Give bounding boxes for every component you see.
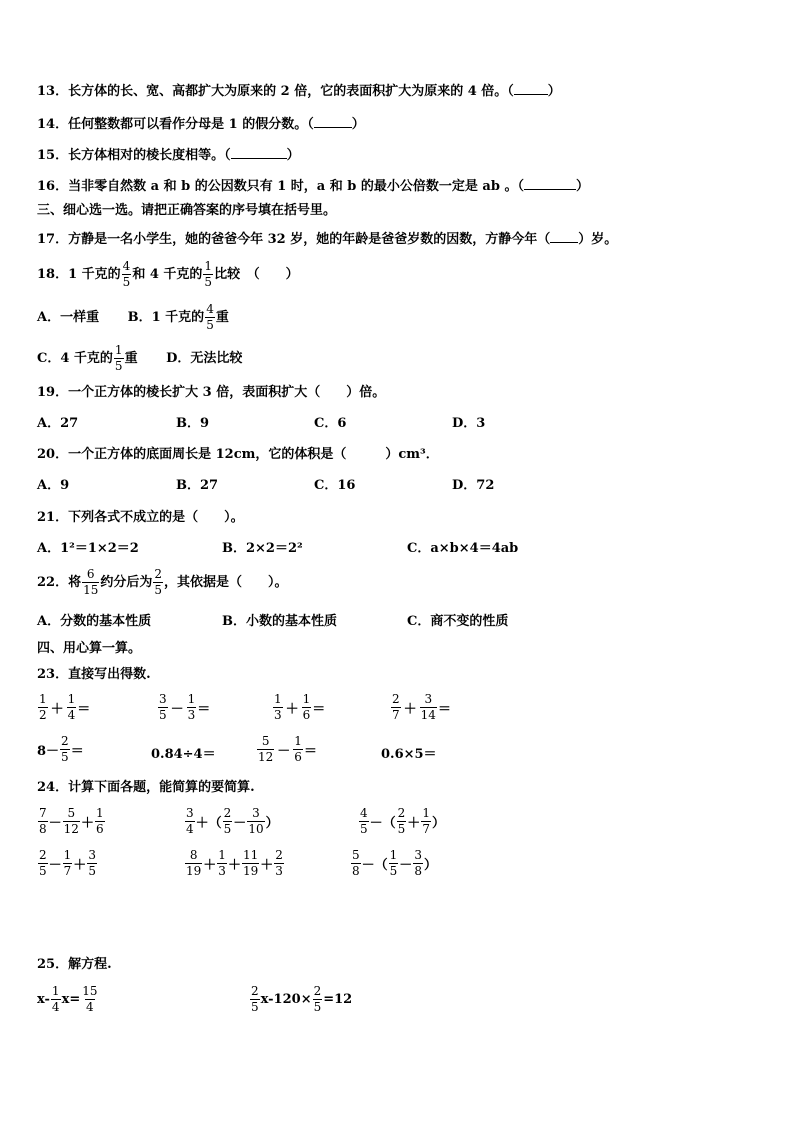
q14-close: ） <box>351 117 365 132</box>
question-15 <box>37 146 300 164</box>
q22-option-b[interactable]: B．小数的基本性质 <box>222 614 337 629</box>
q18-text-1: 18．1 千克的 <box>37 267 121 282</box>
q18-option-d[interactable]: D．无法比较 <box>166 351 243 366</box>
question-16 <box>37 177 589 195</box>
answer-blank[interactable] <box>231 146 287 159</box>
q24-expr-3: $\frac{4}{5}$ －（ $\frac{2}{5}$ ＋ $\frac{1}{7}$ ） <box>360 806 445 836</box>
q20-option-d[interactable]: D．72 <box>452 478 495 493</box>
answer-blank[interactable] <box>514 82 548 95</box>
q24-expr-4: $\frac{2}{5}$ － $\frac{1}{7}$ ＋ $\frac{3}{5}$ <box>39 848 96 878</box>
fraction: $\frac{4}{5}$ <box>122 259 131 289</box>
question-21: 21．下列各式不成立的是（ ）。 <box>37 510 244 525</box>
question-19: 19．一个正方体的棱长扩大 3 倍，表面积扩大（ ）倍。 <box>37 385 386 400</box>
section-3-heading: 三、细心选一选。请把正确答案的序号填在括号里。 <box>37 203 337 218</box>
question-24: 24．计算下面各题，能简算的要简算. <box>37 780 255 795</box>
q22-text-2: 约分后为 <box>100 575 153 590</box>
question-13 <box>37 82 561 100</box>
q24-expr-2: $\frac{3}{4}$ ＋（ $\frac{2}{5}$ － $\frac{3}{10}$ ） <box>186 806 279 836</box>
q23-expr-5: 8－ $\frac{2}{5}$ ＝ <box>37 734 84 764</box>
fraction: $\frac{1}{5}$ <box>114 343 123 373</box>
q18-option-a[interactable]: A．一样重 <box>37 310 100 325</box>
fraction: $\frac{2}{5}$ <box>154 567 163 597</box>
answer-blank[interactable] <box>524 177 576 190</box>
q23-expr-6: 0.84÷4＝ <box>151 747 216 762</box>
q20-option-c[interactable]: C．16 <box>314 478 356 493</box>
q20-option-b[interactable]: B．27 <box>176 478 219 493</box>
q23-expr-8: 0.6×5＝ <box>381 747 437 762</box>
q17-close: ）岁。 <box>578 232 618 247</box>
q21-option-c[interactable]: C．a×b×4＝4ab <box>407 541 519 556</box>
q18-option-c[interactable]: C．4 千克的 $\frac{1}{5}$ 重 <box>37 343 138 373</box>
question-22 <box>37 567 288 598</box>
q13-text: 13．长方体的长、宽、高都扩大为原来的 2 倍，它的表面积扩大为原来的 4 倍。（ <box>37 84 514 99</box>
q18-options-row-2 <box>37 343 242 374</box>
q25-equation-1: x- $\frac{1}{4}$ x= $\frac{15}{4}$ <box>37 984 98 1014</box>
q15-text: 15．长方体相对的棱长度相等。（ <box>37 148 231 163</box>
question-18 <box>37 259 299 290</box>
q14-text: 14．任何整数都可以看作分母是 1 的假分数。（ <box>37 117 314 132</box>
fraction: $\frac{1}{5}$ <box>204 259 213 289</box>
q20-option-a[interactable]: A．9 <box>37 478 70 493</box>
question-25: 25．解方程. <box>37 957 112 972</box>
q24-expr-1: $\frac{7}{8}$ － $\frac{5}{12}$ ＋ $\frac{1}{6}$ <box>39 806 104 836</box>
q19-option-c[interactable]: C．6 <box>314 416 347 431</box>
q19-option-b[interactable]: B．9 <box>176 416 210 431</box>
question-23: 23．直接写出得数. <box>37 667 151 682</box>
q13-close: ） <box>547 84 561 99</box>
q16-close: ） <box>575 179 589 194</box>
q24-expr-5: $\frac{8}{19}$ ＋ $\frac{1}{3}$ ＋ $\frac{11}{19}$ ＋ $\frac{2}{3}$ <box>186 848 283 878</box>
q22-option-a[interactable]: A．分数的基本性质 <box>37 614 152 629</box>
answer-blank[interactable] <box>314 115 352 128</box>
q19-option-d[interactable]: D．3 <box>452 416 486 431</box>
q25-equation-2: $\frac{2}{5}$ x-120× $\frac{2}{5}$ =12 <box>251 984 353 1014</box>
answer-blank[interactable] <box>550 230 578 243</box>
section-4-heading: 四、用心算一算。 <box>37 641 142 656</box>
q19-option-a[interactable]: A．27 <box>37 416 79 431</box>
question-14 <box>37 115 365 133</box>
q23-expr-1: $\frac{1}{2}$ ＋ $\frac{1}{4}$ ＝ <box>39 692 91 722</box>
q22-option-c[interactable]: C．商不变的性质 <box>407 614 509 629</box>
q16-text: 16．当非零自然数 a 和 b 的公因数只有 1 时，a 和 b 的最小公倍数一定是 ab 。（ <box>37 179 524 194</box>
fraction: $\frac{4}{5}$ <box>206 302 214 332</box>
q21-option-b[interactable]: B．2×2＝2² <box>222 541 303 556</box>
q21-option-a[interactable]: A．1²＝1×2＝2 <box>37 541 139 556</box>
q18-text-3: 比较 （ ） <box>214 267 299 282</box>
q17-text: 17．方静是一名小学生，她的爸爸今年 32 岁，她的年龄是爸爸岁数的因数，方静今年（ <box>37 232 551 247</box>
q15-close: ） <box>286 148 300 163</box>
q18-text-2: 和 4 千克的 <box>132 267 203 282</box>
q18-option-b[interactable]: B．1 千克的 $\frac{4}{5}$ 重 <box>127 302 229 332</box>
q23-expr-2: $\frac{3}{5}$ － $\frac{1}{3}$ ＝ <box>159 692 211 722</box>
fraction: $\frac{6}{15}$ <box>83 567 99 597</box>
q23-expr-4: $\frac{2}{7}$ ＋ $\frac{3}{14}$ ＝ <box>392 692 451 722</box>
q22-text-3: ，其依据是（ ）。 <box>164 575 288 590</box>
question-20: 20．一个正方体的底面周长是 12cm，它的体积是（ ）cm³． <box>37 447 439 462</box>
q18-options-row-1 <box>37 302 229 333</box>
q24-expr-6: $\frac{5}{8}$ －（ $\frac{1}{5}$ － $\frac{3}{8}$ ） <box>352 848 437 878</box>
question-17 <box>37 230 617 248</box>
q22-text-1: 22．将 <box>37 575 82 590</box>
q23-expr-3: $\frac{1}{3}$ ＋ $\frac{1}{6}$ ＝ <box>274 692 326 722</box>
q23-expr-7: $\frac{5}{12}$ － $\frac{1}{6}$ ＝ <box>258 734 317 764</box>
